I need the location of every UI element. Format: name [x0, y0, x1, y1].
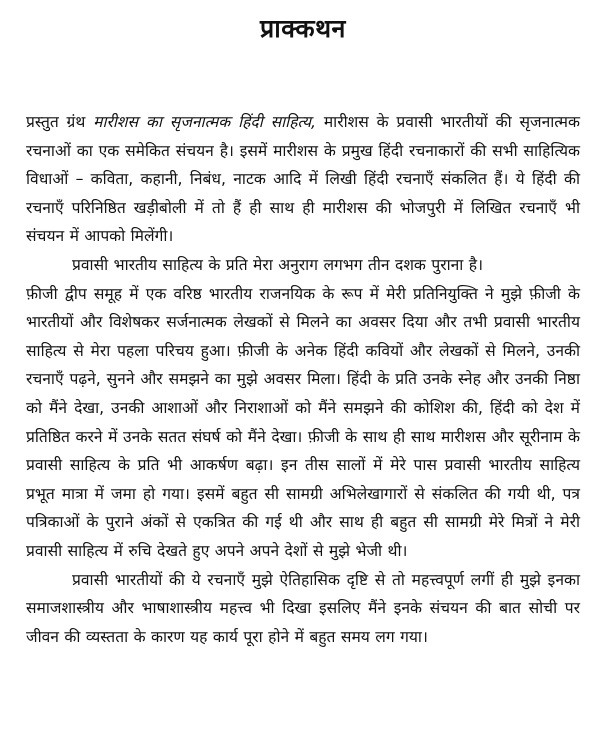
paragraph-1-lead: प्रस्तुत ग्रंथ [26, 113, 94, 131]
body-text [26, 108, 580, 651]
paragraph-3: फ़ीजी द्वीप समूह में एक वरिष्ठ भारतीय राजनयिक के रूप में मेरी प्रतिनियुक्ति ने मुझे फ़ीजी के भारतीयों और विशेषकर सर्जनात्मक लेखकों से मिलने का अवसर दिया और तभी प्रवासी भारतीय साहित्य से मेरा पहला परिचय हुआ। फ़ीजी के अनेक हिंदी कवियों और लेखकों से मिलने, उनकी रचनाएँ पढ़ने, सुनने और समझने का मुझे अवसर मिला। हिंदी के प्रति उनके स्नेह और उनकी निष्ठा को मैंने देखा, उनकी आशाओं और निराशाओं को मैंने समझने की कोशिश की, हिंदी को देश में प्रतिष्ठित करने में उनके सतत संघर्ष को मैंने देखा। फ़ीजी के साथ ही साथ मारीशस और सूरीनाम के प्रवासी साहित्य के प्रति भी आकर्षण बढ़ा। इन तीस सालों में मेरे पास प्रवासी भारतीय साहित्य प्रभूत मात्रा में जमा हो गया। इसमें बहुत सी सामग्री अभिलेखागारों से संकलित की गयी थी, पत्र पत्रिकाओं के पुराने अंकों से एकत्रित की गई थी और साथ ही बहुत सी सामग्री मेरे मित्रों ने मेरी प्रवासी साहित्य में रुचि देखते हुए अपने अपने देशों से मुझे भेजी थी। [26, 284, 580, 560]
paragraph-4: प्रवासी भारतीयों की ये रचनाएँ मुझे ऐतिहासिक दृष्टि से तो महत्त्वपूर्ण लगीं ही मुझे इनका समाजशास्त्रीय और भाषाशास्त्रीय महत्त्व भी दिखा इसलिए मैंने इनके संचयन की बात सोची पर जीवन की व्यस्तता के कारण यह कार्य पूरा होने में बहुत समय लग गया। [26, 570, 580, 646]
paragraph-2: प्रवासी भारतीय साहित्य के प्रति मेरा अनुराग लगभग तीन दशक पुराना है। [72, 255, 483, 274]
page-title: प्राक्कथन [260, 14, 346, 43]
paragraph-1-rest: मारीशस के प्रवासी भारतीयों की सृजनात्मक रचनाओं का एक समेकित संचयन है। इसमें मारीशस के प्रमुख हिंदी रचनाकारों की सभी साहित्यिक विधाओं – कविता, कहानी, निबंध, नाटक आदि में लिखी हिंदी रचनाएँ संकलित हैं। ये हिंदी की रचनाएँ परिनिष्ठित खड़ीबोली में तो हैं ही साथ ही मारीशस की भोजपुरी में लिखित रचनाएँ भी संचयन में आपको मिलेंगी। [26, 113, 580, 246]
book-title: मारीशस का सृजनात्मक हिंदी साहित्य, [93, 113, 316, 131]
paragraph-1 [26, 108, 580, 251]
